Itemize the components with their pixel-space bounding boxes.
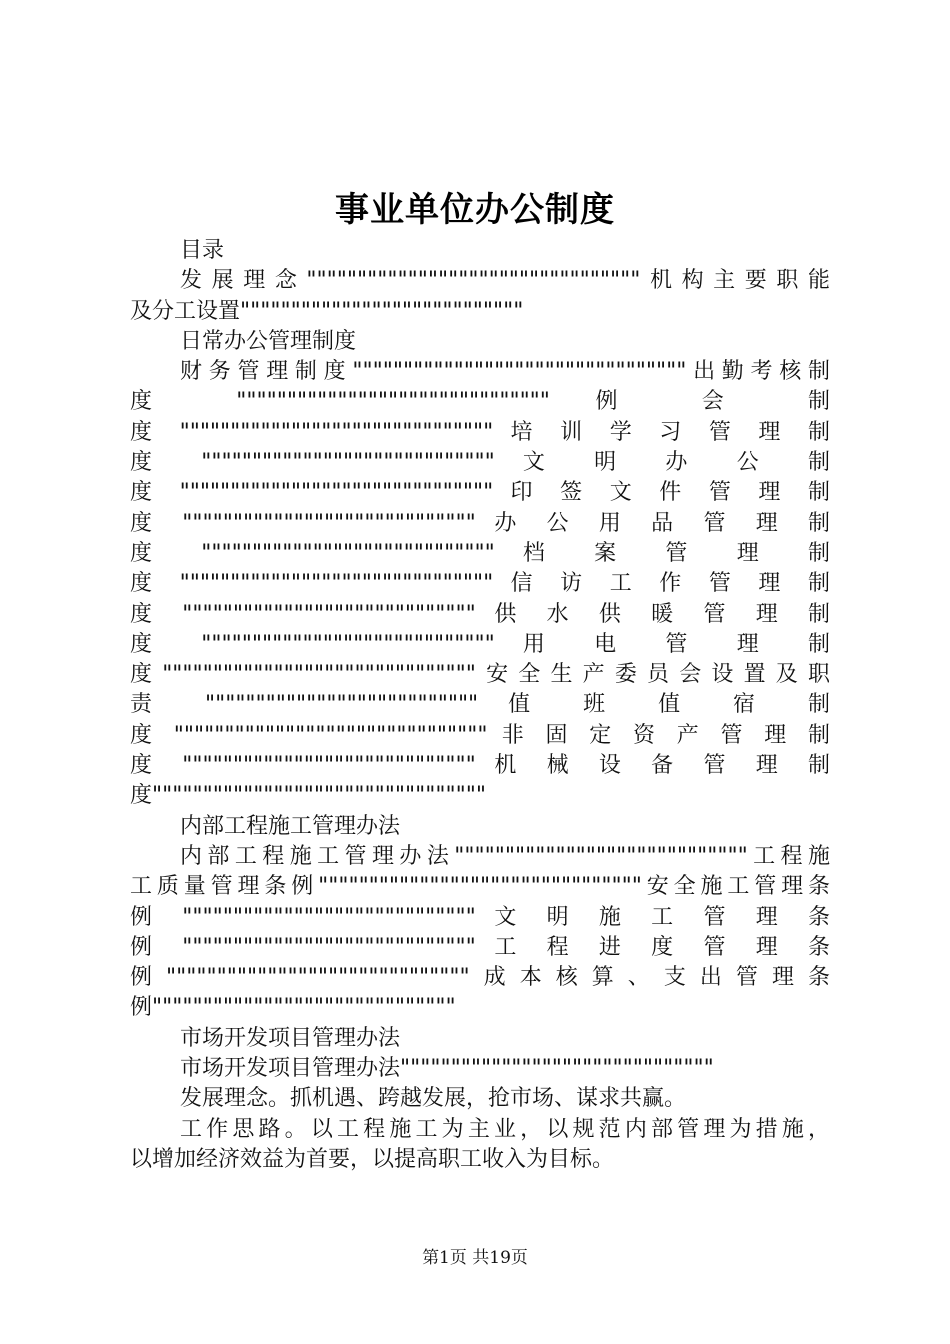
text-line: 例""""""""""""""""""""""""""""""	[130, 995, 456, 1021]
text-line: 度 """"""""""""""""""""""""""""""" 培 训 学 习 管 理 制	[130, 419, 830, 445]
text-line: 度 """"""""""""""""""""""""""""" 文 明 办 公 制	[130, 450, 830, 476]
text-line: 度 """"""""""""""""""""""""""""" 机 械 设 备 管 理 制	[130, 753, 830, 779]
text-line: 内部工程施工管理办法"""""""""""""""""""""""""""""工程施	[180, 843, 830, 869]
text-line: 工质量管理条例""""""""""""""""""""""""""""""""安全施工管理条	[130, 874, 830, 900]
text-line: 度 """"""""""""""""""""""""""""""" 信 访 工 作 管 理 制	[130, 571, 830, 597]
text-line: 度 """"""""""""""""""""""""""""" 供 水 供 暖 管 理 制	[130, 601, 830, 627]
text-line: 市场开发项目管理办法	[180, 1025, 401, 1051]
text-line: 度 """"""""""""""""""""""""""""""" 非 固 定 资 产 管 理 制	[130, 722, 830, 748]
text-line: 工作思路。以工程施工为主业，以规范内部管理为措施，	[180, 1116, 830, 1142]
text-line: 例 """"""""""""""""""""""""""""" 工 程 进 度 管 理 条	[130, 934, 830, 960]
text-line: 例 """"""""""""""""""""""""""""" 文 明 施 工 管 理 条	[130, 904, 830, 930]
text-line: 财务管理制度"""""""""""""""""""""""""""""""""出勤考核制	[180, 359, 830, 385]
text-line: 度 """"""""""""""""""""""""""""" 办 公 用 品 管 理 制	[130, 510, 830, 536]
text-line: 市场开发项目管理办法"""""""""""""""""""""""""""""""	[180, 1056, 714, 1082]
page-footer: 第1页 共19页	[422, 1248, 528, 1268]
text-line: 发展理念。抓机遇、跨越发展，抢市场、谋求共赢。	[180, 1086, 687, 1112]
text-line: 目录	[180, 238, 225, 263]
text-line: 发展理念"""""""""""""""""""""""""""""""""机构主要职能	[180, 268, 830, 294]
text-line: 日常办公管理制度	[180, 328, 357, 354]
text-line: 度 """"""""""""""""""""""""""""""" 印 签 文 件 管 理 制	[130, 480, 830, 506]
text-line: 度 """"""""""""""""""""""""""""" 档 案 管 理 制	[130, 540, 830, 566]
text-line: 度"""""""""""""""""""""""""""""""安全生产委员会设置及职	[130, 662, 830, 688]
text-line: 例""""""""""""""""""""""""""""""成本核算、支出管理条	[130, 965, 830, 991]
text-line: 责 """"""""""""""""""""""""""" 值 班 值 宿 制	[130, 692, 830, 718]
document-title: 事业单位办公制度	[335, 190, 615, 230]
text-line: 及分工设置""""""""""""""""""""""""""""	[130, 298, 524, 324]
text-line: 度 """"""""""""""""""""""""""""" 用 电 管 理 制	[130, 631, 830, 657]
text-line: 度 """"""""""""""""""""""""""""""" 例 会 制	[130, 389, 830, 415]
text-line: 以增加经济效益为首要，以提高职工收入为目标。	[130, 1146, 615, 1172]
text-line: 内部工程施工管理办法	[180, 813, 401, 839]
text-line: 度"""""""""""""""""""""""""""""""""	[130, 783, 486, 809]
document-body	[130, 236, 830, 1175]
